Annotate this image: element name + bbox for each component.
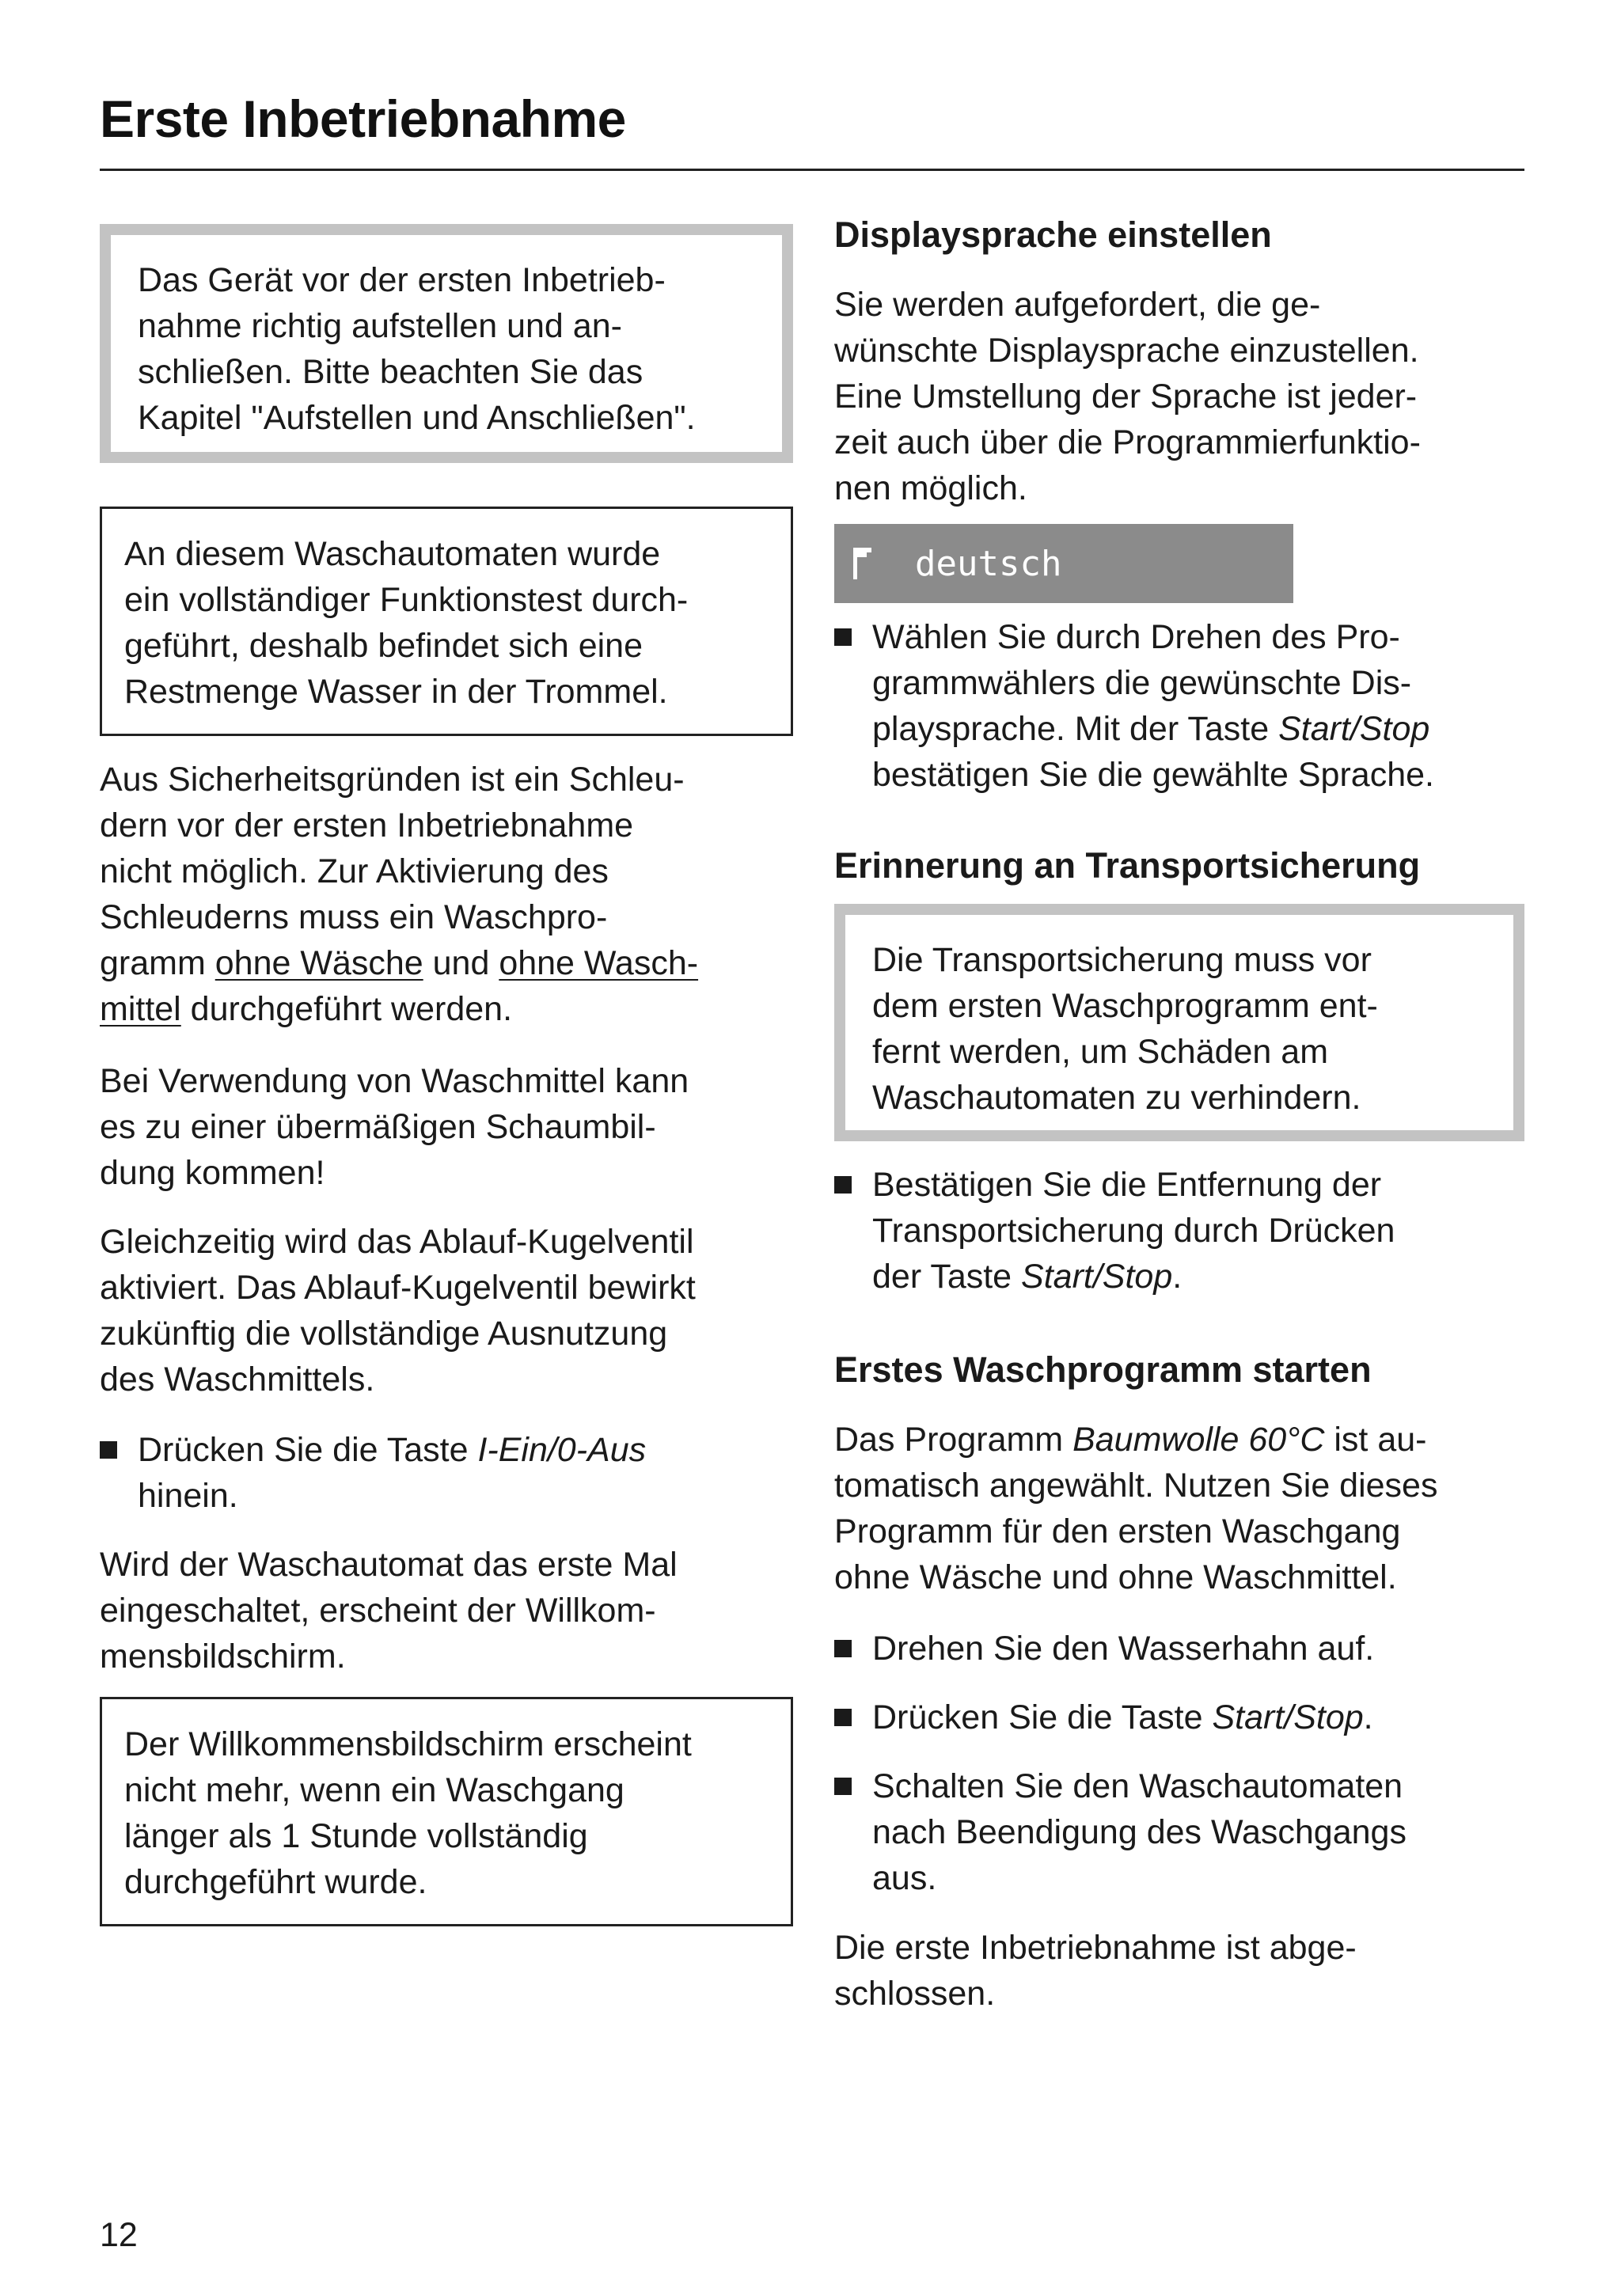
text-line: wünschte Displaysprache einzustellen. [834, 332, 1419, 370]
text-line: tomatisch angewählt. Nutzen Sie dieses [834, 1467, 1438, 1505]
text-line: Gleichzeitig wird das Ablauf-Kugelventil [100, 1223, 694, 1261]
text-line: hinein. [138, 1477, 238, 1515]
text-line: eingeschaltet, erscheint der Willkom- [100, 1592, 656, 1630]
text-span: durchgeführt werden. [180, 990, 513, 1028]
paragraph-first-wash [834, 1417, 1531, 1600]
text-line: es zu einer übermäßigen Schaumbil- [100, 1108, 656, 1146]
bullet-square-icon [834, 1176, 852, 1194]
text-line: Aus Sicherheitsgründen ist ein Schleu- [100, 761, 685, 799]
bullet-power-button [100, 1427, 796, 1519]
display-language-value: deutsch [915, 543, 1062, 584]
heading-display-language: Displaysprache einstellen [834, 214, 1272, 255]
text-line: nicht möglich. Zur Aktivierung des [100, 852, 609, 890]
text-line [100, 940, 796, 986]
flag-icon-svg [852, 545, 879, 583]
notice-line: Waschautomaten zu verhindern. [872, 1079, 1361, 1117]
text-span: Das Programm [834, 1421, 1073, 1459]
text-span: und [423, 944, 499, 982]
text-line: Wählen Sie durch Drehen des Pro- [872, 618, 1400, 656]
paragraph-foam [100, 1058, 796, 1196]
paragraph-display-language [834, 282, 1531, 511]
text-line: nach Beendigung des Waschgangs [872, 1813, 1407, 1851]
text-span: der Taste [872, 1258, 1022, 1296]
bullet-press-start [834, 1694, 1531, 1740]
notice-box-setup [100, 224, 793, 463]
info-box-welcome [100, 1697, 793, 1926]
text-line: zukünftig die vollständige Ausnutzung [100, 1315, 668, 1353]
text-span: ist au- [1324, 1421, 1427, 1459]
text-line: bestätigen Sie die gewählte Sprache. [872, 756, 1434, 794]
info-box-function-test [100, 507, 793, 736]
info-line: An diesem Waschautomaten wurde [124, 535, 661, 573]
title-rule [100, 169, 1524, 171]
underlined-text: ohne Wäsche [214, 944, 423, 982]
text-line [872, 1694, 1531, 1740]
notice-box-transport-lock [834, 904, 1524, 1141]
notice-line: dem ersten Waschprogramm ent- [872, 987, 1378, 1025]
underlined-text: mittel [100, 990, 181, 1028]
bullet-switch-off [834, 1763, 1531, 1901]
flag-icon [852, 545, 879, 583]
text-span: playsprache. Mit der Taste [872, 710, 1279, 748]
text-line: nen möglich. [834, 469, 1027, 507]
display-screen [834, 524, 1293, 603]
notice-line: Kapitel "Aufstellen und Anschließen". [138, 399, 696, 437]
bullet-square-icon [834, 1778, 852, 1795]
paragraph-completed [834, 1925, 1531, 2017]
text-line: aktiviert. Das Ablauf-Kugelventil bewirkt [100, 1269, 696, 1307]
text-span: . [1363, 1698, 1373, 1736]
text-line: aus. [872, 1859, 937, 1897]
page-number: 12 [100, 2216, 138, 2254]
info-line: länger als 1 Stunde vollständig [124, 1817, 588, 1855]
text-line: Programm für den ersten Waschgang [834, 1512, 1401, 1550]
underlined-text: ohne Wasch- [499, 944, 699, 982]
bullet-square-icon [100, 1441, 117, 1459]
text-line: mensbildschirm. [100, 1638, 346, 1676]
bullet-open-tap [834, 1626, 1531, 1672]
text-line: Die erste Inbetriebnahme ist abge- [834, 1929, 1357, 1967]
info-line: ein vollständiger Funktionstest durch- [124, 581, 689, 619]
text-line: Drehen Sie den Wasserhahn auf. [872, 1630, 1375, 1668]
notice-line: Das Gerät vor der ersten Inbetrieb- [138, 261, 666, 299]
text-line: zeit auch über die Programmierfunktio- [834, 423, 1421, 461]
bullet-square-icon [834, 1640, 852, 1657]
page-title: Erste Inbetriebnahme [100, 89, 626, 148]
bullet-select-language [834, 614, 1531, 798]
text-line: Bestätigen Sie die Entfernung der [872, 1166, 1382, 1204]
text-line: Schalten Sie den Waschautomaten [872, 1767, 1403, 1805]
text-line: Sie werden aufgefordert, die ge- [834, 286, 1321, 324]
bullet-square-icon [834, 628, 852, 646]
paragraph-safety [100, 757, 796, 1032]
notice-line: Die Transportsicherung muss vor [872, 941, 1372, 979]
info-line: nicht mehr, wenn ein Waschgang [124, 1771, 624, 1809]
text-line [872, 1254, 1531, 1300]
notice-line: nahme richtig aufstellen und an- [138, 307, 622, 345]
program-name: Baumwolle 60°C [1072, 1421, 1325, 1459]
text-span: gramm [100, 944, 215, 982]
text-line: Transportsicherung durch Drücken [872, 1212, 1395, 1250]
text-span: . [1172, 1258, 1183, 1296]
text-line: Wird der Waschautomat das erste Mal [100, 1546, 678, 1584]
text-line: Bei Verwendung von Waschmittel kann [100, 1062, 689, 1100]
text-line [100, 986, 796, 1032]
notice-line: fernt werden, um Schäden am [872, 1033, 1329, 1071]
paragraph-valve [100, 1219, 796, 1402]
info-line: geführt, deshalb befindet sich eine [124, 627, 643, 665]
info-line: durchgeführt wurde. [124, 1863, 427, 1901]
paragraph-welcome [100, 1542, 796, 1679]
text-span: Drücken Sie die Taste [872, 1698, 1213, 1736]
bullet-confirm-removal [834, 1162, 1531, 1300]
text-line: schlossen. [834, 1975, 996, 2013]
text-line: Eine Umstellung der Sprache ist jeder- [834, 378, 1418, 416]
key-name: Start/Stop [1212, 1698, 1364, 1736]
notice-line: schließen. Bitte beachten Sie das [138, 353, 643, 391]
text-line: ohne Wäsche und ohne Waschmittel. [834, 1558, 1397, 1596]
text-line: Schleuderns muss ein Waschpro- [100, 898, 608, 936]
text-line: dern vor der ersten Inbetriebnahme [100, 806, 634, 844]
text-line [138, 1427, 796, 1473]
key-name: Start/Stop [1021, 1258, 1173, 1296]
key-name: Start/Stop [1278, 710, 1430, 748]
text-line: grammwählers die gewünschte Dis- [872, 664, 1412, 702]
heading-transport-lock: Erinnerung an Transportsicherung [834, 845, 1421, 886]
text-line [834, 1417, 1531, 1463]
info-line: Restmenge Wasser in der Trommel. [124, 673, 668, 711]
info-line: Der Willkommensbildschirm erscheint [124, 1725, 692, 1763]
text-line: dung kommen! [100, 1154, 325, 1192]
key-name: I-Ein/0-Aus [477, 1431, 647, 1469]
heading-first-wash: Erstes Waschprogramm starten [834, 1349, 1372, 1390]
text-span: Drücken Sie die Taste [138, 1431, 478, 1469]
bullet-square-icon [834, 1709, 852, 1726]
text-line [872, 706, 1531, 752]
text-line: des Waschmittels. [100, 1361, 375, 1398]
